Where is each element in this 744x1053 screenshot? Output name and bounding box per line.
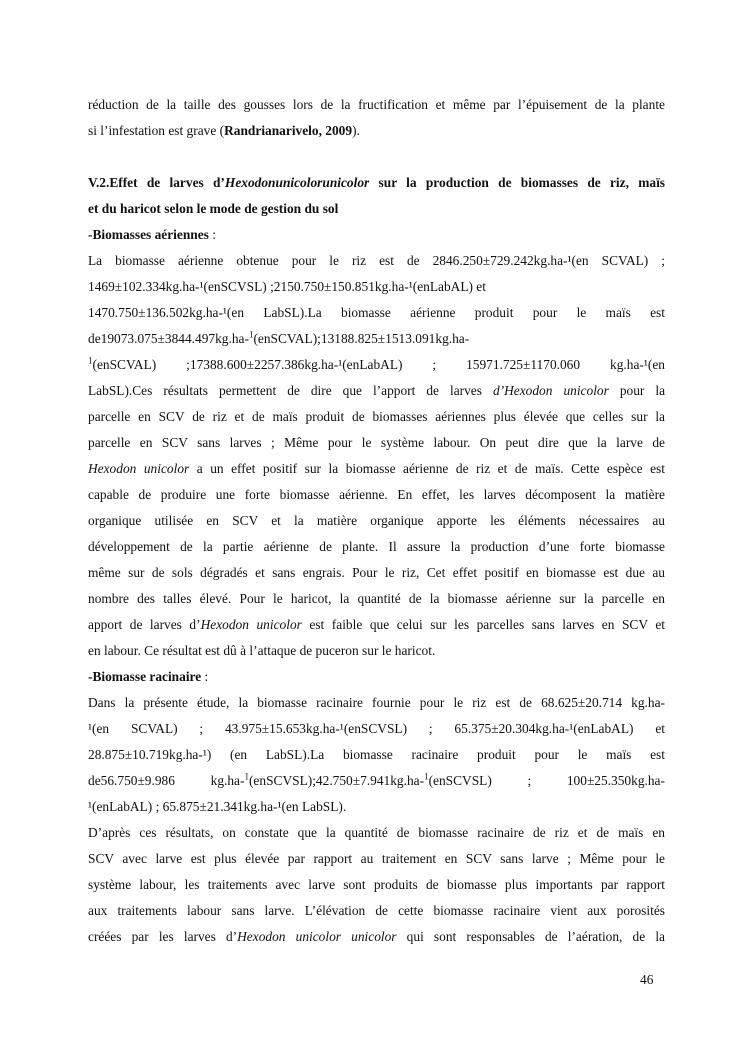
text-line: SCV avec larve est plus élevée par rapport au traitement en SCV sans larve ; Même pour le [88,851,665,866]
text-line: aux traitements labour sans larve. L’élévation de cette biomasse racinaire vient aux porosités [88,903,665,918]
text-line: réduction de la taille des gousses lors de la fructification et même par l’épuisement de la plante [88,97,665,112]
section-heading [88,170,665,222]
page-number: 46 [640,972,654,987]
text-line: ¹(en SCVAL) ; 43.975±15.653kg.ha-¹(enSCVSL) ; 65.375±20.304kg.ha-¹(enLabAL) et [88,721,665,736]
text-line: même sur de sols dégradés et sans engrais. Pour le riz, Cet effet positif en biomasse est due au [88,565,665,580]
subheading-aerial: -Biomasses aériennes : [88,227,216,242]
heading-line: et du haricot selon le mode de gestion du sol [88,201,339,216]
text-line: système labour, les traitements avec larve sont produits de biomasse plus importants par rapport [88,877,665,892]
paragraph-conclusion [88,820,665,950]
text-line: si l’infestation est grave (Randrianarivelo, 2009). [88,123,360,138]
species-name: Hexodonunicolorunicolor [224,175,370,190]
text-line: de56.750±9.986 kg.ha-$^1$(enSCVSL);42.750±7.941kg.ha-$^1$(enSCVSL) ; 100±25.350kg.ha- [88,771,665,788]
text-line: $^1$(enSCVAL) ;17388.600±2257.386kg.ha-¹(enLabAL) ; 15971.725±1170.060 kg.ha-¹(en [88,355,665,372]
page-body [88,92,665,950]
paragraph-intro [88,92,665,144]
text-line: La biomasse aérienne obtenue pour le riz est de 2846.250±729.242kg.ha-¹(en SCVAL) ; [88,253,665,268]
citation: Randrianarivelo, 2009 [224,123,353,138]
text-line: ¹(enLabAL) ; 65.875±21.341kg.ha-¹(en LabSL). [88,799,347,814]
text-line: 1470.750±136.502kg.ha-¹(en LabSL).La biomasse aérienne produit pour le maïs est [88,305,665,320]
text-line: parcelle en SCV de riz et de maïs produit de biomasses aériennes plus élevée que celles sur la [88,409,665,424]
text-line: développement de la partie aérienne de plante. Il assure la production d’une forte biomasse [88,539,665,554]
text-line: D’après ces résultats, on constate que la quantité de biomasse racinaire de riz et de maïs en [88,825,665,840]
text-line: nombre des talles élevé. Pour le haricot, la quantité de la biomasse aérienne sur la parcelle en [88,591,665,606]
paragraph-aerial-biomass [88,248,665,664]
paragraph-root-biomass [88,690,665,820]
text-line: capable de produire une forte biomasse aérienne. En effet, les larves décomposent la matière [88,487,665,502]
text-line: en labour. Ce résultat est dû à l’attaque de puceron sur le haricot. [88,643,436,658]
text-line: 28.875±10.719kg.ha-¹) (en LabSL).La biomasse racinaire produit pour le maïs est [88,747,665,762]
text-line: organique utilisée en SCV et la matière organique apporte les éléments nécessaires au [88,513,665,528]
heading-line: V.2.Effet de larves d’Hexodonunicolorunicolor sur la production de biomasses de riz, maïs [88,175,665,190]
subheading-root: -Biomasse racinaire : [88,669,209,684]
text-line: LabSL).Ces résultats permettent de dire que l’apport de larves d’Hexodon unicolor pour la [88,383,666,398]
text-line: de19073.075±3844.497kg.ha-$^1$(enSCVAL);13188.825±1513.091kg.ha- [88,329,470,346]
text-line: parcelle en SCV sans larves ; Même pour le système labour. On peut dire que la larve de [88,435,665,450]
text-line: créées par les larves d’Hexodon unicolor unicolor qui sont responsables de l’aération, de la [88,929,665,944]
text-line: Dans la présente étude, la biomasse racinaire fournie pour le riz est de 68.625±20.714 kg.ha- [88,695,665,710]
text-line: 1469±102.334kg.ha-¹(enSCVSL) ;2150.750±150.851kg.ha-¹(enLabAL) et [88,279,486,294]
text-line: Hexodon unicolor a un effet positif sur la biomasse aérienne de riz et de maïs. Cette espèce est [88,461,665,476]
text-line: apport de larves d’Hexodon unicolor est faible que celui sur les parcelles sans larves en SCV et [88,617,665,632]
